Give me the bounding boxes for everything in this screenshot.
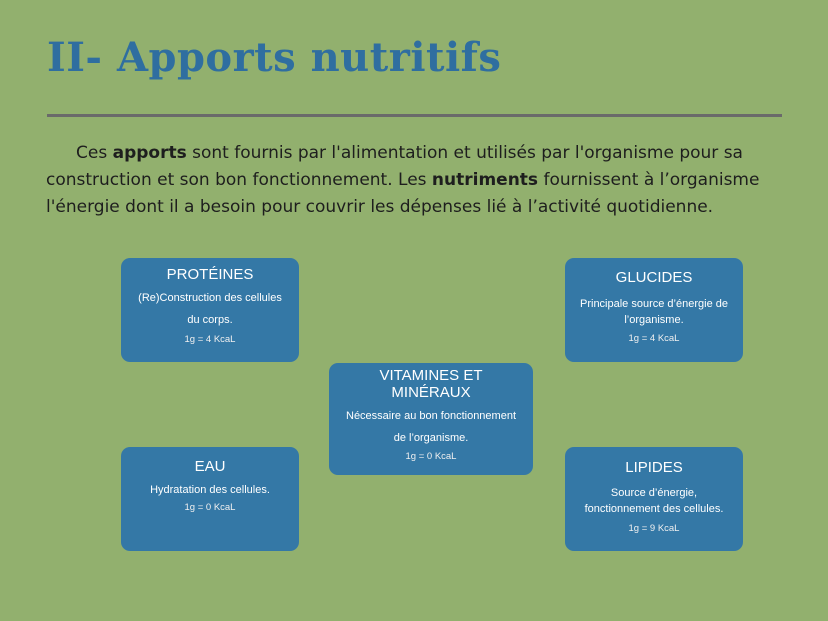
card-lipides-desc: Source d’énergie, fonctionnement des cellules. bbox=[584, 487, 724, 515]
card-proteines-title: PROTÉINES bbox=[166, 266, 254, 283]
card-eau-title: EAU bbox=[194, 458, 226, 475]
card-vitamines-title: VITAMINES ET MINÉRAUX bbox=[379, 367, 483, 401]
intro-text-3: fournissent à l’organisme l'énergie dont il a besoin pour couvrir les dépenses lié à l’activité quotidienne. bbox=[46, 170, 760, 217]
card-lipides-title: LIPIDES bbox=[625, 459, 683, 476]
card-vitamines-mineraux bbox=[329, 363, 533, 475]
card-lipides bbox=[565, 447, 743, 551]
card-lipides-kcal: 1g = 9 KcaL bbox=[628, 523, 680, 534]
card-eau bbox=[121, 447, 299, 551]
page-title: II- Apports nutritifs bbox=[47, 34, 502, 81]
card-glucides bbox=[565, 258, 743, 362]
card-vitamines-kcal: 1g = 0 KcaL bbox=[405, 451, 457, 462]
intro-text-1: Ces bbox=[76, 143, 113, 163]
intro-paragraph bbox=[46, 140, 766, 221]
intro-bold-apports: apports bbox=[112, 143, 187, 163]
card-eau-kcal: 1g = 0 KcaL bbox=[184, 502, 236, 513]
intro-text-2: sont fournis par l'alimentation et utilisés par l'organisme pour sa construction et son bon fonctionnement. Les bbox=[46, 143, 743, 190]
card-proteines-kcal: 1g = 4 KcaL bbox=[184, 334, 236, 345]
card-glucides-title: GLUCIDES bbox=[615, 269, 693, 286]
title-divider bbox=[47, 114, 782, 117]
card-proteines bbox=[121, 258, 299, 362]
card-glucides-desc: Principale source d’énergie de l’organisme. bbox=[580, 298, 728, 326]
card-vitamines-desc: Nécessaire au bon fonctionnement de l’organisme. bbox=[346, 410, 516, 444]
card-eau-desc: Hydratation des cellules. bbox=[150, 484, 270, 496]
card-proteines-desc: (Re)Construction des cellules du corps. bbox=[138, 292, 282, 326]
card-glucides-kcal: 1g = 4 KcaL bbox=[628, 333, 680, 344]
intro-bold-nutriments: nutriments bbox=[431, 170, 539, 190]
